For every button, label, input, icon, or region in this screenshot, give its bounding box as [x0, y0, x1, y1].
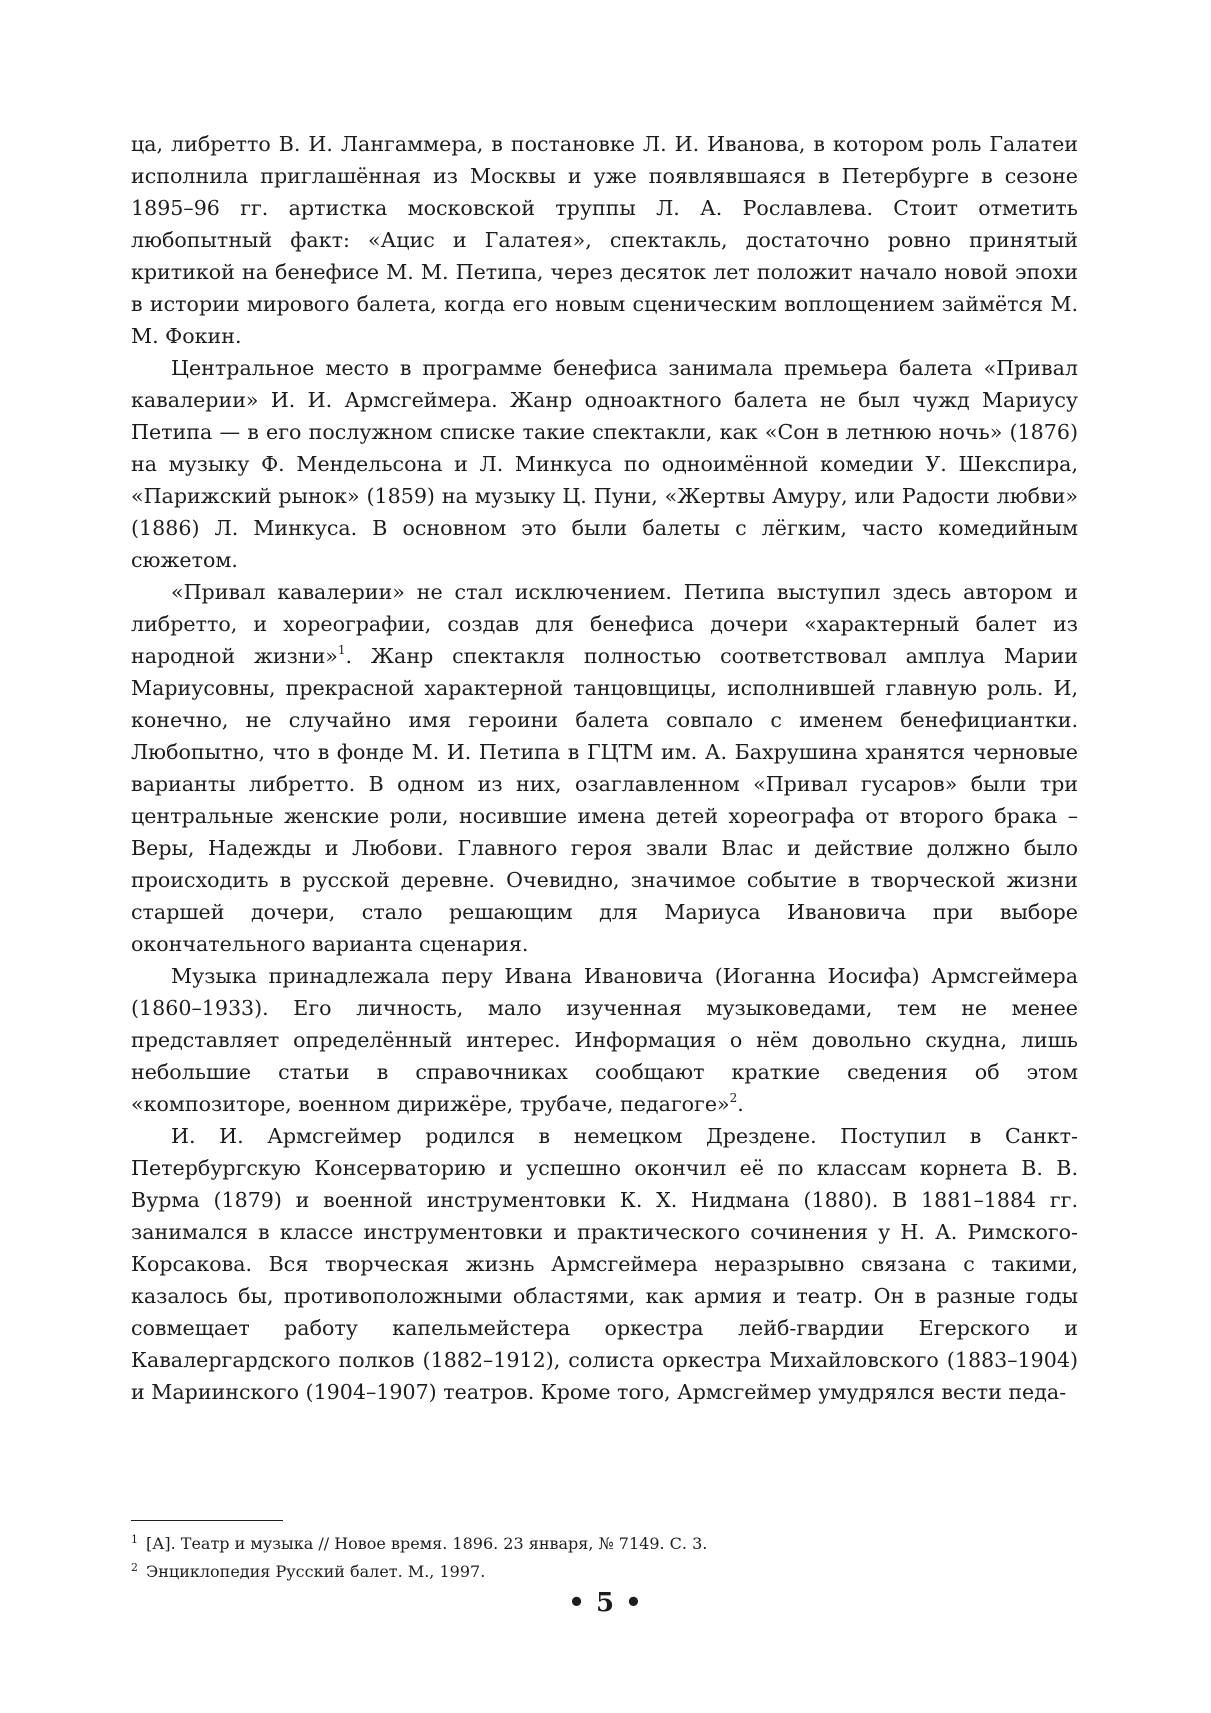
paragraph-3-text-after: . Жанр спектакля полностью соответствовал амплуа Марии Мариусовны, прекрасной характерной танцовщицы, исполнившей главную роль. И, конечно, не случайно имя героини балета совпало с именем бенефициантки. Любопытно, что в фонде М. И. Петипа в ГЦТМ им. А. Бахрушина хранятся черновые варианты либретто. В одном из них, озаглавленном «Привал гусаров» были три центральные женские роли, носившие имена детей хореографа от второго брака – Веры, Надежды и Любови. Главного героя звали Влас и действие должно было происходить в русской деревне. Очевидно, значимое событие в творческой жизни старшей дочери, стало решающим для Мариуса Ивановича при выборе окончательного варианта сценария.: [131, 644, 1078, 956]
footnote-ref-1[interactable]: 1: [337, 643, 346, 657]
footnotes: [131, 1528, 1078, 1584]
paragraph-2: Центральное место в программе бенефиса занимала премьера балета «Привал кавалерии» И. И. Армсгеймера. Жанр одноактного балета не был чужд Мариусу Петипа — в его послужном списке такие спектакли, как «Сон в летнюю ночь» (1876) на музыку Ф. Мендельсона и Л. Минкуса по одноимённой комедии У. Шекспира, «Парижский рынок» (1859) на музыку Ц. Пуни, «Жертвы Амуру, или Радости любви» (1886) Л. Минкуса. В основном это были балеты с лёгким, часто комедийным сюжетом.: [131, 356, 1078, 572]
footnote-divider: [131, 1520, 283, 1521]
paragraph-4-text-after: .: [737, 1092, 744, 1116]
footnote-2-mark: 2: [131, 1561, 138, 1574]
paragraph-3-text-before: «Привал кавалерии» не стал исключением. Петипа выступил здесь автором и либретто, и хореографии, создав для бенефиса дочери «характерный балет из народной жизни»: [131, 580, 1078, 668]
footnote-1-text: [А]. Театр и музыка // Новое время. 1896. 23 января, № 7149. С. 3.: [146, 1534, 708, 1553]
footnote-2-text: Энциклопедия Русский балет. М., 1997.: [146, 1562, 486, 1581]
paragraph-3: [131, 576, 1078, 960]
footnote-ref-2[interactable]: 2: [729, 1091, 738, 1105]
footnote-1-mark: 1: [131, 1533, 138, 1546]
paragraph-4-text-before: Музыка принадлежала перу Ивана Ивановича (Иоганна Иосифа) Армсгеймера (1860–1933). Его личность, мало изученная музыковедами, тем не менее представляет определённый интерес. Информация о нём довольно скудна, лишь небольшие статьи в справочниках сообщают краткие сведения об этом «композиторе, военном дирижёре, трубаче, педагоге»: [131, 964, 1078, 1116]
footnote-2: [131, 1556, 1078, 1584]
page-number: • 5 •: [568, 1588, 643, 1618]
footnote-1: [131, 1528, 1078, 1556]
paragraph-5: И. И. Армсгеймер родился в немецком Дрездене. Поступил в Санкт-Петербургскую Консерваторию и успешно окончил её по классам корнета В. В. Вурма (1879) и военной инструментовки К. Х. Нидмана (1880). В 1881–1884 гг. занимался в классе инструментовки и практического сочинения у Н. А. Римского-Корсакова. Вся творческая жизнь Армсгеймера неразрывно связана с такими, казалось бы, противоположными областями, как армия и театр. Он в разные годы совмещает работу капельмейстера оркестра лейб-гвардии Егерского и Кавалергардского полков (1882–1912), солиста оркестра Михайловского (1883–1904) и Мариинского (1904–1907) театров. Кроме того, Армсгеймер умудрялся вести педа-: [131, 1124, 1078, 1404]
page-body: [131, 128, 1078, 1408]
paragraph-4: [131, 960, 1078, 1120]
body-text: [131, 128, 1078, 1408]
paragraph-1: ца, либретто В. И. Лангаммера, в постановке Л. И. Иванова, в котором роль Галатеи исполнила приглашённая из Москвы и уже появлявшаяся в Петербурге в сезоне 1895–96 гг. артистка московской труппы Л. А. Рославлева. Стоит отметить любопытный факт: «Ацис и Галатея», спектакль, достаточно ровно принятый критикой на бенефисе М. М. Петипа, через десяток лет положит начало новой эпохи в истории мирового балета, когда его новым сценическим воплощением займётся М. М. Фокин.: [131, 132, 1078, 348]
